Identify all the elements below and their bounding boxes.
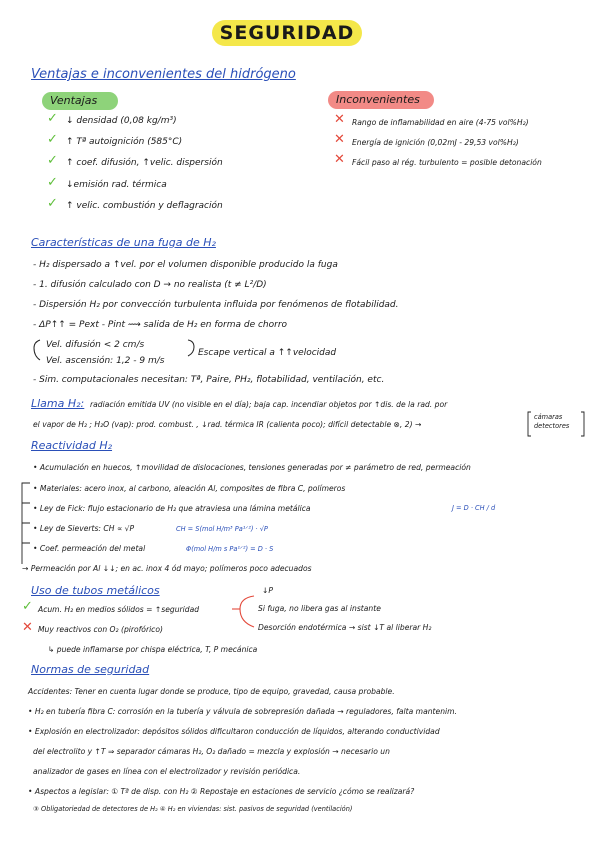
- list-item: Rango de inflamabilidad en aire (4-75 vol%H₂): [352, 118, 529, 127]
- cross-icon: ✕: [334, 132, 345, 147]
- fuga-line: - Sim. computacionales necesitan: Tª, Paire, PH₂, flotabilidad, ventilación, etc.: [33, 375, 385, 385]
- normas-line: ③ Obligatoriedad de detectores de H₂ ④ H₂ en viviendas: sist. pasivos de seguridad (ventilación): [33, 805, 353, 813]
- list-item: ↑ coef. difusión, ↑velic. dispersión: [66, 158, 223, 168]
- list-item: Fácil paso al rég. turbulento = posible detonación: [352, 158, 542, 167]
- brace-stroke: [34, 340, 40, 360]
- cross-icon: ✕: [334, 112, 345, 127]
- fuga-line: Escape vertical a ↑↑velocidad: [198, 348, 337, 358]
- fuga-heading: Características de una fuga de H₂: [31, 236, 216, 249]
- uso-line: Acum. H₂ en medios sólidos = ↑seguridad: [38, 605, 200, 614]
- normas-line: • Aspectos a legislar: ① Tª de disp. con H₂ ② Repostaje en estaciones de servicio ¿cómo se realizará?: [28, 787, 415, 796]
- normas-heading: Normas de seguridad: [31, 663, 150, 676]
- inconvenientes-label: Inconvenientes: [336, 93, 420, 106]
- fuga-line: - 1. difusión calculado con D → no realista (t ≠ L²/D): [33, 280, 267, 290]
- reactividad-line: • Ley de Fick: flujo estacionario de H₂ que atraviesa una lámina metálica: [33, 504, 311, 513]
- check-icon: ✓: [47, 153, 58, 168]
- bracket-stroke: [22, 503, 30, 543]
- reactividad-line: • Ley de Sieverts: CH ∝ √P: [33, 524, 135, 533]
- uso-heading: Uso de tubos metálicos: [31, 584, 160, 597]
- llama-bracket-note: cámaras detectores: [534, 413, 570, 430]
- reactividad-line: • Coef. permeación del metal: [33, 544, 146, 553]
- uso-line: Muy reactivos con O₂ (pirofórico): [38, 625, 163, 634]
- normas-line: • H₂ en tubería fibra C: corrosión en la tubería y válvula de sobrepresión dañada → reguladores, falta mantenim.: [28, 707, 457, 716]
- bracket-stroke: [22, 483, 30, 564]
- uso-line: ↳ puede inflamarse por chispa eléctrica, T, P mecánica: [48, 645, 258, 654]
- llama-line: el vapor de H₂ ; H₂O (vap): prod. combust. , ↓rad. térmica IR (calienta poco); difícil detectable ⊗, 2) →: [33, 420, 422, 429]
- normas-line: analizador de gases en línea con el electrolizador y revisión periódica.: [33, 767, 301, 776]
- fuga-line: Vel. difusión < 2 cm/s: [46, 340, 145, 350]
- page-title: SEGURIDAD: [219, 22, 355, 44]
- cross-icon: ✕: [334, 152, 345, 167]
- fuga-line: - Dispersión H₂ por convección turbulenta influida por fenómenos de flotabilidad.: [33, 300, 399, 310]
- fuga-line: Vel. ascensión: 1,2 - 9 m/s: [46, 356, 165, 366]
- bracket-stroke: [528, 412, 531, 436]
- brace-stroke: [188, 340, 194, 356]
- list-item: Energía de ignición (0,02mJ - 29,53 vol%H₂): [352, 138, 519, 147]
- check-icon: ✓: [47, 111, 58, 126]
- reactividad-line: • Materiales: acero inox, al carbono, aleación Al, composites de fibra C, polímeros: [33, 484, 346, 493]
- reactividad-line: • Acumulación en huecos, ↑movilidad de dislocaciones, tensiones generadas por ≠ parámetro de red, permeación: [33, 463, 471, 472]
- normas-line: • Explosión en electrolizador: depósitos sólidos dificultaron conducción de líquidos, alterando conductividad: [28, 727, 440, 736]
- list-item: ↑ Tª autoignición (585°C): [66, 137, 183, 147]
- section-heading: Ventajas e inconvenientes del hidrógeno: [31, 67, 296, 82]
- list-item: ↑ velic. combustión y deflagración: [66, 201, 223, 211]
- llama-heading: Llama H₂:: [31, 397, 85, 410]
- check-icon: ✓: [47, 175, 58, 190]
- perm-formula: Φ(mol H/m s Pa¹ᐟ²) = D · S: [186, 545, 274, 553]
- fuga-line: - H₂ dispersado a ↑vel. por el volumen disponible producido la fuga: [33, 260, 338, 270]
- list-item: ↓emisión rad. térmica: [66, 180, 167, 190]
- ventajas-label: Ventajas: [50, 94, 98, 107]
- sieverts-formula: CH = S(mol H/m³ Pa¹ᐟ²) · √P: [176, 525, 268, 533]
- normas-line: del electrolito y ↑T ⇒ separador cámaras H₂, O₂ dañado = mezcla y explosión → necesario un: [33, 747, 390, 756]
- bracket-stroke: [581, 412, 584, 436]
- check-icon: ✓: [47, 132, 58, 147]
- reactividad-line: → Permeación por Al ↓↓; en ac. inox 4 ód mayo; polímeros poco adecuados: [22, 564, 312, 573]
- uso-branch: Si fuga, no libera gas al instante: [258, 604, 381, 613]
- fick-formula: J = D · CH / d: [452, 504, 496, 512]
- cross-icon: ✕: [22, 620, 33, 635]
- llama-line: radiación emitida UV (no visible en el día); baja cap. incendiar objetos por ↑dis. de la rad. por: [90, 400, 448, 409]
- check-icon: ✓: [22, 599, 33, 614]
- list-item: ↓ densidad (0,08 kg/m³): [66, 116, 177, 126]
- fuga-line: - ΔP↑↑ = Pext - Pint ⟿ salida de H₂ en forma de chorro: [33, 320, 288, 330]
- normas-line: Accidentes: Tener en cuenta lugar donde se produce, tipo de equipo, gravedad, causa probable.: [28, 687, 395, 696]
- reactividad-heading: Reactividad H₂: [31, 439, 113, 452]
- uso-branch: Desorción endotérmica → sist ↓T al liberar H₂: [258, 623, 432, 632]
- brace-stroke: [240, 596, 254, 627]
- check-icon: ✓: [47, 196, 58, 211]
- uso-branch-top: ↓P: [262, 586, 273, 595]
